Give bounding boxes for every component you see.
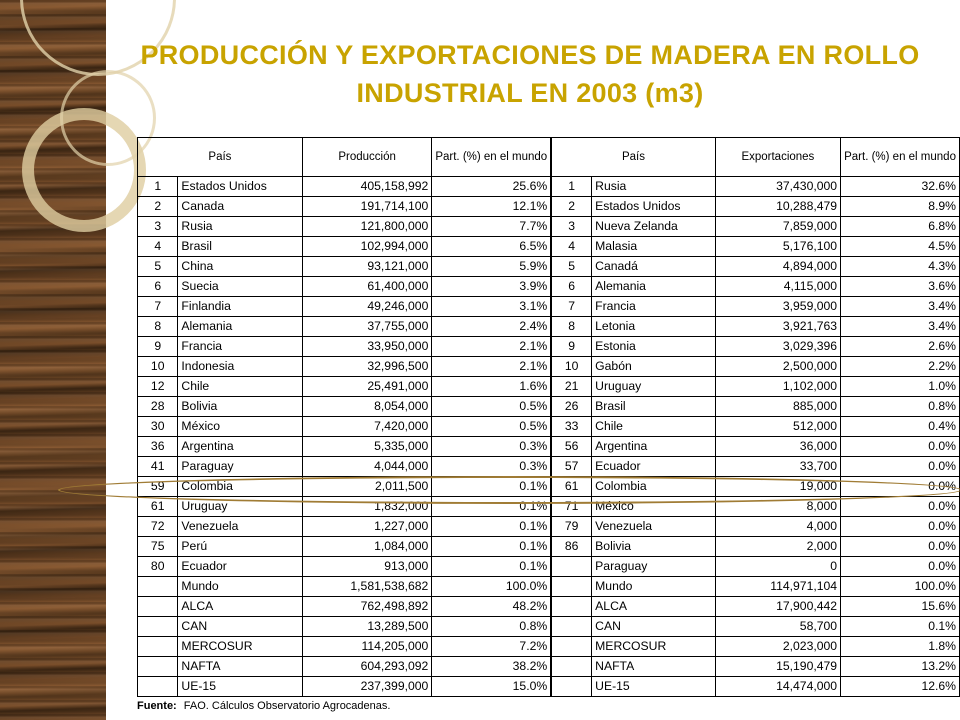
table-row <box>138 177 960 197</box>
rank-cell: 9 <box>138 337 178 357</box>
share-cell: 3.6% <box>841 277 960 297</box>
table-row <box>138 637 960 657</box>
country-cell: China <box>178 257 302 277</box>
production-cell: 405,158,992 <box>302 177 431 197</box>
share-cell: 0.0% <box>841 537 960 557</box>
production-cell: 2,011,500 <box>302 477 431 497</box>
production-cell: 237,399,000 <box>302 677 431 697</box>
rank-cell: 5 <box>551 257 591 277</box>
country-cell: Suecia <box>178 277 302 297</box>
production-cell: 1,084,000 <box>302 537 431 557</box>
header-exports: Exportaciones <box>715 138 840 177</box>
table-row <box>138 237 960 257</box>
share-cell: 4.5% <box>841 237 960 257</box>
country-cell: CAN <box>592 617 716 637</box>
table-row <box>138 257 960 277</box>
share-cell: 12.1% <box>432 197 551 217</box>
share-cell: 0.0% <box>841 517 960 537</box>
exports-cell: 4,000 <box>715 517 840 537</box>
share-cell: 3.4% <box>841 317 960 337</box>
rank-cell: 56 <box>551 437 591 457</box>
production-cell: 37,755,000 <box>302 317 431 337</box>
rank-cell: 10 <box>551 357 591 377</box>
wood-texture-panel <box>0 0 106 720</box>
share-cell: 2.6% <box>841 337 960 357</box>
share-cell: 48.2% <box>432 597 551 617</box>
rank-cell: 86 <box>551 537 591 557</box>
country-cell: Brasil <box>178 237 302 257</box>
country-cell: Estados Unidos <box>592 197 716 217</box>
table-row <box>138 397 960 417</box>
table-row <box>138 517 960 537</box>
production-cell: 4,044,000 <box>302 457 431 477</box>
table-header-row <box>138 138 960 177</box>
table-row <box>138 597 960 617</box>
rank-cell <box>551 577 591 597</box>
header-country-right: País <box>551 138 715 177</box>
exports-cell: 1,102,000 <box>715 377 840 397</box>
rank-cell: 61 <box>138 497 178 517</box>
production-cell: 49,246,000 <box>302 297 431 317</box>
table-row <box>138 477 960 497</box>
rank-cell: 71 <box>551 497 591 517</box>
country-cell: Estados Unidos <box>178 177 302 197</box>
exports-cell: 5,176,100 <box>715 237 840 257</box>
exports-cell: 8,000 <box>715 497 840 517</box>
share-cell: 0.4% <box>841 417 960 437</box>
country-cell: Estonia <box>592 337 716 357</box>
rank-cell: 41 <box>138 457 178 477</box>
rank-cell: 21 <box>551 377 591 397</box>
share-cell: 2.4% <box>432 317 551 337</box>
share-cell: 0.1% <box>432 497 551 517</box>
rank-cell <box>551 617 591 637</box>
exports-cell: 2,023,000 <box>715 637 840 657</box>
share-cell: 3.4% <box>841 297 960 317</box>
rank-cell: 57 <box>551 457 591 477</box>
table-row <box>138 537 960 557</box>
share-cell: 8.9% <box>841 197 960 217</box>
share-cell: 0.1% <box>432 557 551 577</box>
rank-cell <box>138 657 178 677</box>
share-cell: 1.8% <box>841 637 960 657</box>
rank-cell <box>138 577 178 597</box>
production-cell: 7,420,000 <box>302 417 431 437</box>
country-cell: Mundo <box>592 577 716 597</box>
share-cell: 13.2% <box>841 657 960 677</box>
country-cell: NAFTA <box>592 657 716 677</box>
production-cell: 33,950,000 <box>302 337 431 357</box>
source-label: Fuente: <box>137 700 177 712</box>
rank-cell: 75 <box>138 537 178 557</box>
share-cell: 0.1% <box>432 477 551 497</box>
country-cell: Bolivia <box>592 537 716 557</box>
share-cell: 0.0% <box>841 457 960 477</box>
country-cell: Brasil <box>592 397 716 417</box>
exports-cell: 15,190,479 <box>715 657 840 677</box>
share-cell: 0.0% <box>841 477 960 497</box>
rank-cell: 28 <box>138 397 178 417</box>
exports-cell: 3,029,396 <box>715 337 840 357</box>
share-cell: 38.2% <box>432 657 551 677</box>
exports-cell: 2,000 <box>715 537 840 557</box>
table-row <box>138 377 960 397</box>
rank-cell: 30 <box>138 417 178 437</box>
table-row <box>138 457 960 477</box>
exports-cell: 114,971,104 <box>715 577 840 597</box>
share-cell: 2.2% <box>841 357 960 377</box>
table-row <box>138 217 960 237</box>
share-cell: 0.0% <box>841 497 960 517</box>
production-cell: 93,121,000 <box>302 257 431 277</box>
exports-cell: 512,000 <box>715 417 840 437</box>
rank-cell: 7 <box>138 297 178 317</box>
country-cell: CAN <box>178 617 302 637</box>
share-cell: 0.8% <box>432 617 551 637</box>
rank-cell: 1 <box>551 177 591 197</box>
country-cell: Venezuela <box>592 517 716 537</box>
exports-cell: 19,000 <box>715 477 840 497</box>
header-country-left: País <box>138 138 303 177</box>
country-cell: Venezuela <box>178 517 302 537</box>
share-cell: 0.5% <box>432 417 551 437</box>
exports-cell: 4,894,000 <box>715 257 840 277</box>
table-row <box>138 657 960 677</box>
rank-cell <box>551 557 591 577</box>
rank-cell <box>138 677 178 697</box>
country-cell: Paraguay <box>592 557 716 577</box>
rank-cell: 3 <box>138 217 178 237</box>
country-cell: Rusia <box>178 217 302 237</box>
rank-cell: 79 <box>551 517 591 537</box>
share-cell: 0.5% <box>432 397 551 417</box>
share-cell: 7.7% <box>432 217 551 237</box>
rank-cell <box>138 597 178 617</box>
share-cell: 6.8% <box>841 217 960 237</box>
production-cell: 25,491,000 <box>302 377 431 397</box>
production-cell: 1,832,000 <box>302 497 431 517</box>
rank-cell: 80 <box>138 557 178 577</box>
country-cell: Bolivia <box>178 397 302 417</box>
rank-cell: 36 <box>138 437 178 457</box>
share-cell: 0.3% <box>432 457 551 477</box>
exports-cell: 3,921,763 <box>715 317 840 337</box>
table-row <box>138 497 960 517</box>
country-cell: ALCA <box>178 597 302 617</box>
table-row <box>138 617 960 637</box>
rank-cell: 33 <box>551 417 591 437</box>
country-cell: Perú <box>178 537 302 557</box>
header-production: Producción <box>302 138 431 177</box>
share-cell: 0.3% <box>432 437 551 457</box>
rank-cell: 1 <box>138 177 178 197</box>
share-cell: 32.6% <box>841 177 960 197</box>
country-cell: México <box>178 417 302 437</box>
rank-cell: 5 <box>138 257 178 277</box>
share-cell: 5.9% <box>432 257 551 277</box>
share-cell: 2.1% <box>432 357 551 377</box>
share-cell: 0.8% <box>841 397 960 417</box>
country-cell: Colombia <box>592 477 716 497</box>
rank-cell: 9 <box>551 337 591 357</box>
production-cell: 114,205,000 <box>302 637 431 657</box>
country-cell: Letonia <box>592 317 716 337</box>
share-cell: 0.1% <box>432 517 551 537</box>
share-cell: 4.3% <box>841 257 960 277</box>
share-cell: 25.6% <box>432 177 551 197</box>
country-cell: Francia <box>178 337 302 357</box>
exports-cell: 36,000 <box>715 437 840 457</box>
rank-cell: 8 <box>551 317 591 337</box>
country-cell: ALCA <box>592 597 716 617</box>
country-cell: Mundo <box>178 577 302 597</box>
header-share-right: Part. (%) en el mundo <box>841 138 960 177</box>
rank-cell: 72 <box>138 517 178 537</box>
country-cell: Chile <box>592 417 716 437</box>
country-cell: UE-15 <box>592 677 716 697</box>
rank-cell: 6 <box>138 277 178 297</box>
country-cell: MERCOSUR <box>592 637 716 657</box>
production-cell: 5,335,000 <box>302 437 431 457</box>
exports-cell: 3,959,000 <box>715 297 840 317</box>
rank-cell: 26 <box>551 397 591 417</box>
exports-cell: 17,900,442 <box>715 597 840 617</box>
rank-cell: 6 <box>551 277 591 297</box>
rank-cell: 2 <box>551 197 591 217</box>
country-cell: MERCOSUR <box>178 637 302 657</box>
rank-cell: 3 <box>551 217 591 237</box>
country-cell: Colombia <box>178 477 302 497</box>
production-cell: 61,400,000 <box>302 277 431 297</box>
share-cell: 1.0% <box>841 377 960 397</box>
country-cell: UE-15 <box>178 677 302 697</box>
exports-cell: 7,859,000 <box>715 217 840 237</box>
rank-cell <box>551 597 591 617</box>
rank-cell: 4 <box>138 237 178 257</box>
table-row <box>138 557 960 577</box>
production-cell: 13,289,500 <box>302 617 431 637</box>
country-cell: Canada <box>178 197 302 217</box>
share-cell: 15.6% <box>841 597 960 617</box>
country-cell: Malasia <box>592 237 716 257</box>
production-cell: 32,996,500 <box>302 357 431 377</box>
table-row <box>138 437 960 457</box>
share-cell: 6.5% <box>432 237 551 257</box>
country-cell: NAFTA <box>178 657 302 677</box>
table-row <box>138 297 960 317</box>
country-cell: Francia <box>592 297 716 317</box>
country-cell: Ecuador <box>178 557 302 577</box>
exports-cell: 4,115,000 <box>715 277 840 297</box>
rank-cell: 4 <box>551 237 591 257</box>
exports-cell: 14,474,000 <box>715 677 840 697</box>
rank-cell: 7 <box>551 297 591 317</box>
table-row <box>138 357 960 377</box>
country-cell: Canadá <box>592 257 716 277</box>
share-cell: 0.1% <box>432 537 551 557</box>
exports-cell: 885,000 <box>715 397 840 417</box>
country-cell: Uruguay <box>592 377 716 397</box>
share-cell: 7.2% <box>432 637 551 657</box>
data-table-container <box>137 137 960 697</box>
exports-cell: 2,500,000 <box>715 357 840 377</box>
production-cell: 8,054,000 <box>302 397 431 417</box>
table-row <box>138 417 960 437</box>
rank-cell <box>138 637 178 657</box>
source-note <box>137 700 390 712</box>
rank-cell <box>138 617 178 637</box>
country-cell: Alemania <box>592 277 716 297</box>
share-cell: 3.1% <box>432 297 551 317</box>
exports-cell: 37,430,000 <box>715 177 840 197</box>
share-cell: 100.0% <box>841 577 960 597</box>
exports-cell: 33,700 <box>715 457 840 477</box>
source-text: FAO. Cálculos Observatorio Agrocadenas. <box>183 700 391 712</box>
production-cell: 191,714,100 <box>302 197 431 217</box>
country-cell: Indonesia <box>178 357 302 377</box>
exports-cell: 10,288,479 <box>715 197 840 217</box>
production-cell: 913,000 <box>302 557 431 577</box>
share-cell: 3.9% <box>432 277 551 297</box>
rank-cell: 12 <box>138 377 178 397</box>
production-cell: 1,227,000 <box>302 517 431 537</box>
country-cell: Nueva Zelanda <box>592 217 716 237</box>
table-row <box>138 337 960 357</box>
table-row <box>138 577 960 597</box>
header-share-left: Part. (%) en el mundo <box>432 138 551 177</box>
table-row <box>138 277 960 297</box>
rank-cell <box>551 677 591 697</box>
production-cell: 762,498,892 <box>302 597 431 617</box>
production-cell: 1,581,538,682 <box>302 577 431 597</box>
table-row <box>138 197 960 217</box>
country-cell: Alemania <box>178 317 302 337</box>
production-cell: 102,994,000 <box>302 237 431 257</box>
country-cell: Chile <box>178 377 302 397</box>
production-cell: 121,800,000 <box>302 217 431 237</box>
country-cell: Rusia <box>592 177 716 197</box>
table-row <box>138 317 960 337</box>
country-cell: México <box>592 497 716 517</box>
rank-cell: 10 <box>138 357 178 377</box>
production-exports-table <box>137 137 960 697</box>
share-cell: 0.0% <box>841 557 960 577</box>
country-cell: Argentina <box>592 437 716 457</box>
rank-cell <box>551 657 591 677</box>
exports-cell: 58,700 <box>715 617 840 637</box>
country-cell: Finlandia <box>178 297 302 317</box>
slide-title: PRODUCCIÓN Y EXPORTACIONES DE MADERA EN ROLLO INDUSTRIAL EN 2003 (m3) <box>140 40 920 108</box>
country-cell: Ecuador <box>592 457 716 477</box>
country-cell: Argentina <box>178 437 302 457</box>
share-cell: 2.1% <box>432 337 551 357</box>
rank-cell: 8 <box>138 317 178 337</box>
share-cell: 15.0% <box>432 677 551 697</box>
share-cell: 100.0% <box>432 577 551 597</box>
rank-cell: 2 <box>138 197 178 217</box>
share-cell: 0.1% <box>841 617 960 637</box>
production-cell: 604,293,092 <box>302 657 431 677</box>
share-cell: 1.6% <box>432 377 551 397</box>
table-body <box>138 177 960 697</box>
exports-cell: 0 <box>715 557 840 577</box>
share-cell: 12.6% <box>841 677 960 697</box>
table-row <box>138 677 960 697</box>
rank-cell: 59 <box>138 477 178 497</box>
country-cell: Gabón <box>592 357 716 377</box>
country-cell: Uruguay <box>178 497 302 517</box>
rank-cell <box>551 637 591 657</box>
country-cell: Paraguay <box>178 457 302 477</box>
rank-cell: 61 <box>551 477 591 497</box>
share-cell: 0.0% <box>841 437 960 457</box>
